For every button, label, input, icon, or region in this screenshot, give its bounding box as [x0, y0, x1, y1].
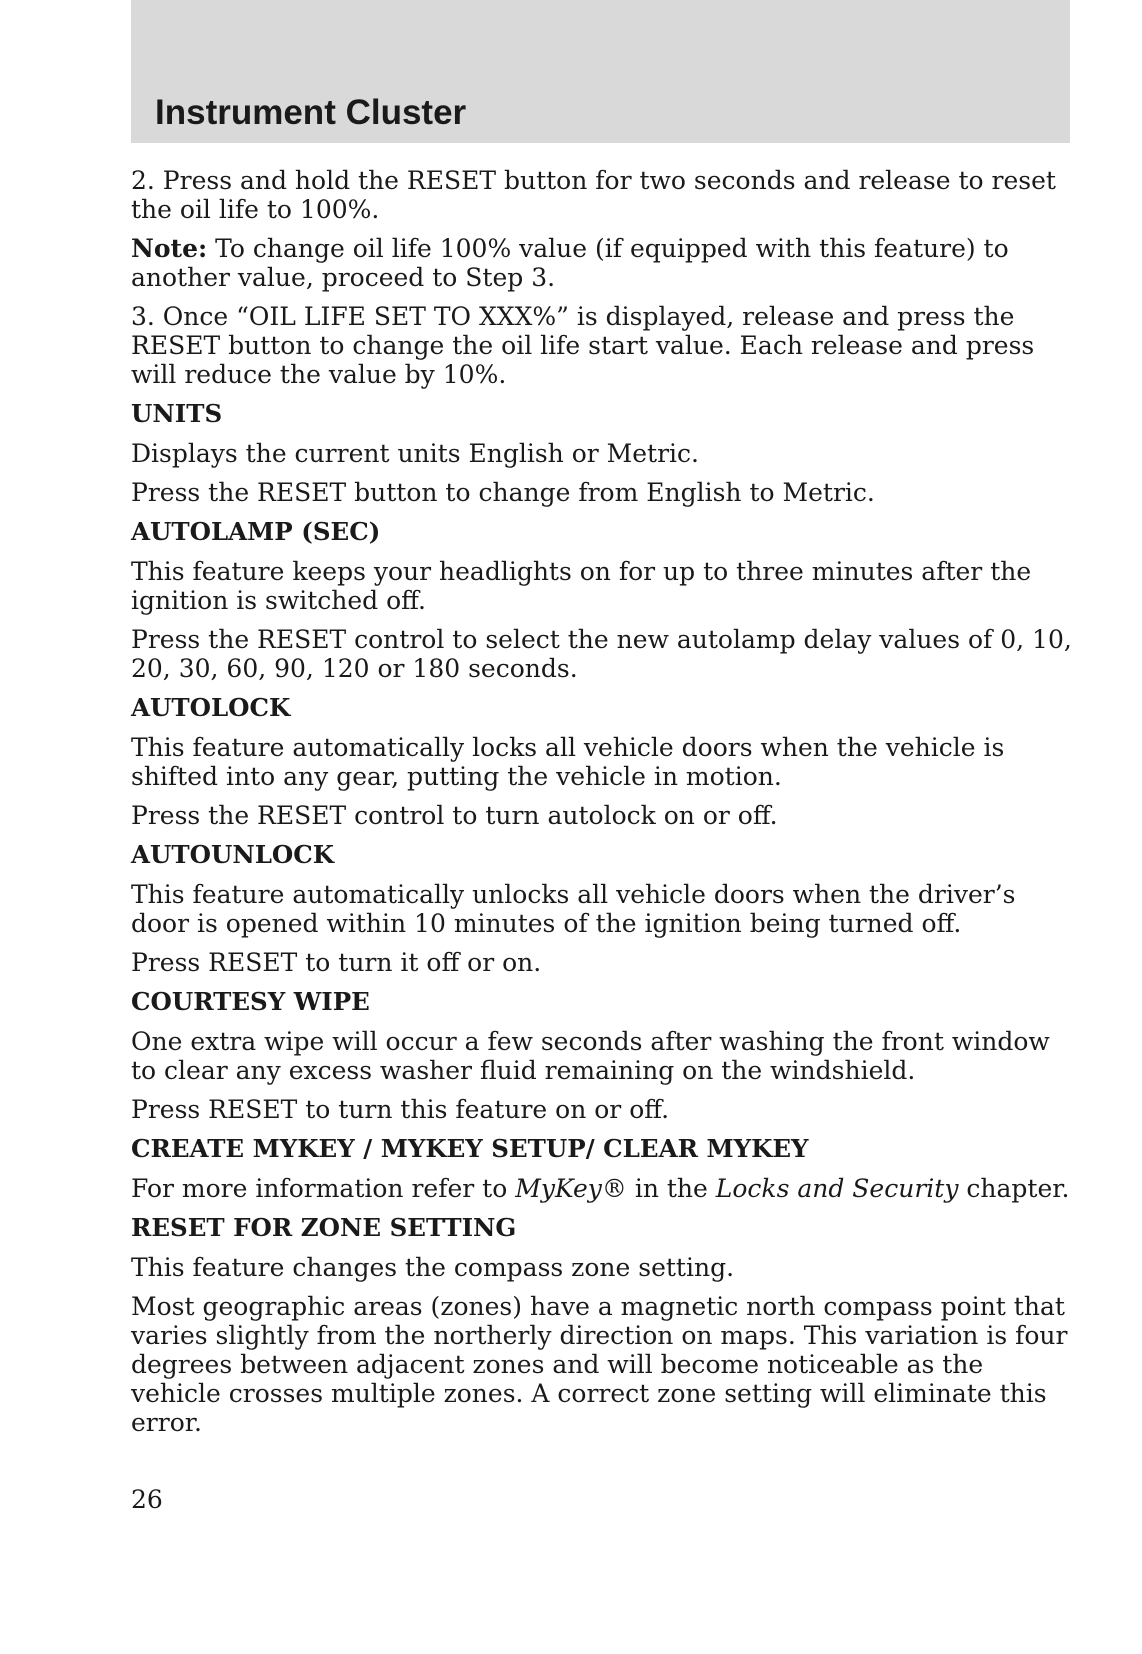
mykey-text-before: For more information refer to: [131, 1174, 516, 1203]
autounlock-instruction: Press RESET to turn it off or on.: [131, 948, 542, 977]
page-header-band: [131, 0, 1070, 143]
autolock-description: This feature automatically locks all vehicle doors when the vehicle is shifted into any gear, putting the vehicle in motion.: [131, 733, 1005, 791]
units-description: Displays the current units English or Metric.: [131, 439, 699, 468]
section-title: Instrument Cluster: [155, 93, 467, 132]
mykey-term: MyKey®: [515, 1174, 627, 1203]
note-text: To change oil life 100% value (if equipped with this feature) to another value, proceed to Step 3.: [131, 234, 1009, 292]
units-heading: UNITS: [131, 399, 223, 428]
courtesy-wipe-instruction: Press RESET to turn this feature on or off.: [131, 1095, 670, 1124]
page-number: 26: [131, 1485, 163, 1514]
zone-setting-description: This feature changes the compass zone setting.: [131, 1253, 735, 1282]
zone-setting-explanation: Most geographic areas (zones) have a magnetic north compass point that varies slightly from the northerly direction on maps. This variation is four degrees between adjacent zones and will become noticeable as the vehicle crosses multiple zones. A correct zone setting will eliminate this error.: [131, 1292, 1068, 1437]
autolamp-instruction: Press the RESET control to select the new autolamp delay values of 0, 10, 20, 30, 60, 90, 120 or 180 seconds.: [131, 625, 1072, 683]
autolock-instruction: Press the RESET control to turn autolock on or off.: [131, 801, 778, 830]
manual-body: [131, 166, 1076, 1447]
mykey-text-middle: in the: [626, 1174, 716, 1203]
autounlock-heading: AUTOUNLOCK: [131, 840, 335, 869]
autounlock-description: This feature automatically unlocks all vehicle doors when the driver’s door is opened within 10 minutes of the ignition being turned off.: [131, 880, 1016, 938]
step-3-paragraph: 3. Once “OIL LIFE SET TO XXX%” is displayed, release and press the RESET button to change the oil life start value. Each release and press will reduce the value by 10%.: [131, 302, 1035, 389]
note-paragraph: [131, 234, 1076, 292]
courtesy-wipe-description: One extra wipe will occur a few seconds after washing the front window to clear any excess washer fluid remaining on the windshield.: [131, 1027, 1050, 1085]
mykey-heading: CREATE MYKEY / MYKEY SETUP/ CLEAR MYKEY: [131, 1134, 809, 1163]
mykey-reference: [131, 1174, 1076, 1203]
zone-setting-heading: RESET FOR ZONE SETTING: [131, 1213, 517, 1242]
autolock-heading: AUTOLOCK: [131, 693, 291, 722]
locks-security-chapter-ref: Locks and Security: [715, 1174, 959, 1203]
note-label: Note:: [131, 234, 208, 263]
autolamp-heading: AUTOLAMP (SEC): [131, 517, 381, 546]
autolamp-description: This feature keeps your headlights on for up to three minutes after the ignition is switched off.: [131, 557, 1032, 615]
mykey-text-after: chapter.: [958, 1174, 1070, 1203]
courtesy-wipe-heading: COURTESY WIPE: [131, 987, 370, 1016]
units-instruction: Press the RESET button to change from English to Metric.: [131, 478, 875, 507]
step-2-paragraph: 2. Press and hold the RESET button for two seconds and release to reset the oil life to 100%.: [131, 166, 1056, 224]
